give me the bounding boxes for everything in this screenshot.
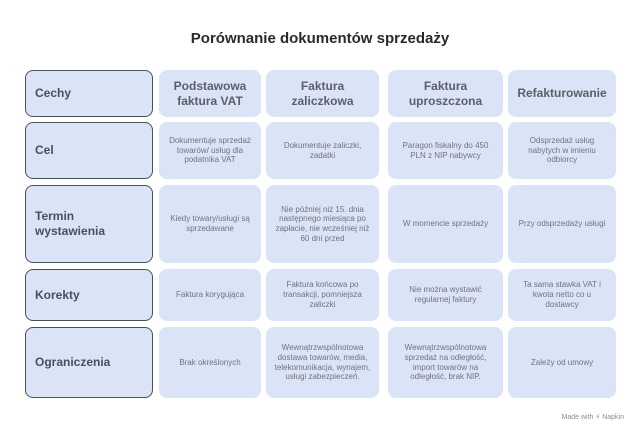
row-header-ograniczenia: Ograniczenia xyxy=(25,327,153,398)
table-cell: Ta sama stawka VAT i kwota netto co u dostawcy xyxy=(508,269,616,321)
table-cell: Dokumentuje zaliczki, zadatki xyxy=(266,122,379,179)
table-cell: Dokumentuje sprzedaż towarów/ usług dla podatnika VAT xyxy=(159,122,261,179)
row-header-korekty: Korekty xyxy=(25,269,153,321)
table-cell: Faktura korygująca xyxy=(159,269,261,321)
column-header-faktura-uproszczona: Faktura uproszczona xyxy=(388,70,503,117)
table-cell: Przy odsprzedaży usługi xyxy=(508,185,616,263)
table-cell: Wewnątrzwspólnotowa dostawa towarów, media, telekomunikacja, wynajem, usługi zabezpieczeń. xyxy=(266,327,379,398)
table-cell: Brak określonych xyxy=(159,327,261,398)
table-cell: Zależy od umowy xyxy=(508,327,616,398)
table-cell: Nie można wystawić regularnej faktury xyxy=(388,269,503,321)
column-header-faktura-zaliczkowa: Faktura zaliczkowa xyxy=(266,70,379,117)
table-cell: Kiedy towary/usługi są sprzedawane xyxy=(159,185,261,263)
row-header-cel: Cel xyxy=(25,122,153,179)
diagram-title: Porównanie dokumentów sprzedaży xyxy=(190,30,450,47)
napkin-credit: Made with ⚡ Napkin xyxy=(561,414,624,421)
row-header-termin-wystawienia: Termin wystawienia xyxy=(25,185,153,263)
column-header-refakturowanie: Refakturowanie xyxy=(508,70,616,117)
header-cell-cechy: Cechy xyxy=(25,70,153,117)
table-cell: Odsprzedaż usług nabytych w imieniu odbiorcy xyxy=(508,122,616,179)
table-cell: Paragon fiskalny do 450 PLN z NIP nabywcy xyxy=(388,122,503,179)
table-cell: W momencie sprzedaży xyxy=(388,185,503,263)
table-cell: Wewnątrzwspólnotowa sprzedaż na odległość, import towarów na odległość, brak NIP. xyxy=(388,327,503,398)
column-header-podstawowa-faktura-vat: Podstawowa faktura VAT xyxy=(159,70,261,117)
table-cell: Faktura końcowa po transakcji, pomniejsza zaliczki xyxy=(266,269,379,321)
table-cell: Nie później niż 15. dnia następnego miesiąca po zapłacie, nie wcześniej niż 60 dni przed xyxy=(266,185,379,263)
